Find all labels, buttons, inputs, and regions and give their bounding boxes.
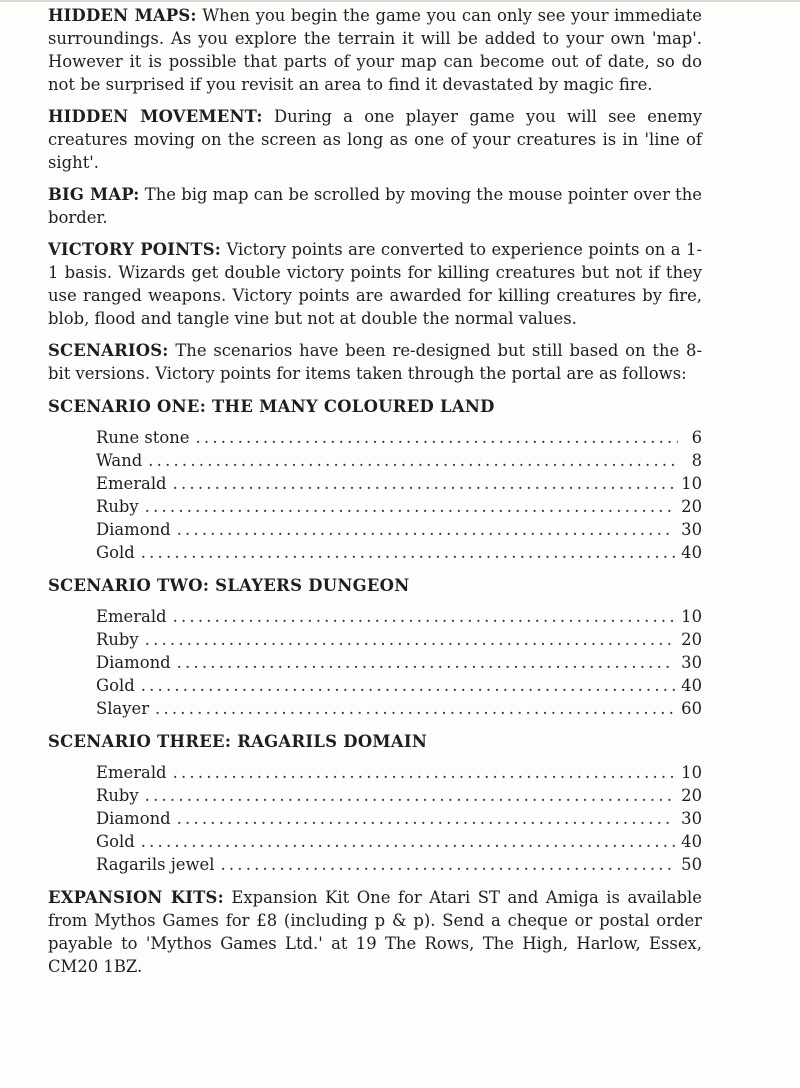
list-item — [96, 605, 702, 628]
victory-points-text: Victory points are converted to experience points on a 1-1 basis. Wizards get double victory points for killing creatures but not if they use ranged weapons. Victory points are awarded for killing creatures by fire, blob, flood and tangle vine but not at double the normal values. — [48, 240, 702, 328]
hidden-movement-paragraph — [48, 105, 702, 174]
scenario-three-title: SCENARIO THREE: RAGARILS DOMAIN — [48, 732, 428, 751]
list-item — [96, 651, 702, 674]
dot-leader — [173, 761, 676, 784]
item-name: Gold — [96, 676, 135, 695]
dot-leader — [141, 541, 675, 564]
item-name: Ruby — [96, 786, 139, 805]
dot-leader — [145, 628, 675, 651]
item-points: 30 — [681, 520, 702, 539]
dot-leader — [220, 853, 675, 876]
list-item — [96, 853, 702, 876]
scenario-two-title: SCENARIO TWO: SLAYERS DUNGEON — [48, 576, 410, 595]
scenarios-heading: SCENARIOS: — [48, 341, 169, 360]
dot-leader — [148, 449, 678, 472]
manual-page — [48, 4, 702, 987]
item-points: 20 — [681, 497, 702, 516]
item-name: Diamond — [96, 809, 171, 828]
list-item — [96, 784, 702, 807]
hidden-movement-heading: HIDDEN MOVEMENT: — [48, 107, 263, 126]
dot-leader — [177, 651, 676, 674]
item-name: Ruby — [96, 497, 139, 516]
dot-leader — [173, 472, 676, 495]
list-item — [96, 426, 702, 449]
list-item — [96, 761, 702, 784]
scenario-two-point-list — [96, 605, 702, 720]
list-item — [96, 628, 702, 651]
victory-points-paragraph — [48, 238, 702, 330]
item-points: 40 — [681, 832, 702, 851]
item-name: Slayer — [96, 699, 150, 718]
item-name: Emerald — [96, 763, 167, 782]
item-name: Rune stone — [96, 428, 190, 447]
item-points: 6 — [691, 428, 702, 447]
item-points: 40 — [681, 543, 702, 562]
list-item — [96, 518, 702, 541]
victory-points-heading: VICTORY POINTS: — [48, 240, 222, 259]
scenario-one-title: SCENARIO ONE: THE MANY COLOURED LAND — [48, 397, 495, 416]
big-map-heading: BIG MAP: — [48, 185, 140, 204]
item-points: 50 — [681, 855, 702, 874]
dot-leader — [141, 674, 675, 697]
list-item — [96, 541, 702, 564]
item-points: 10 — [681, 763, 702, 782]
item-points: 30 — [681, 653, 702, 672]
item-name: Wand — [96, 451, 143, 470]
item-name: Gold — [96, 832, 135, 851]
item-points: 10 — [681, 474, 702, 493]
big-map-paragraph — [48, 183, 702, 229]
hidden-maps-text: When you begin the game you can only see your immediate surroundings. As you explore the terrain it will be added to your own 'map'. However it is possible that parts of your map can become out of date, so do not be surprised if you revisit an area to find it devastated by magic fire. — [48, 6, 702, 94]
item-points: 40 — [681, 676, 702, 695]
item-points: 20 — [681, 630, 702, 649]
item-points: 10 — [681, 607, 702, 626]
dot-leader — [196, 426, 679, 449]
list-item — [96, 449, 702, 472]
item-name: Emerald — [96, 607, 167, 626]
dot-leader — [145, 784, 675, 807]
scenario-one-point-list — [96, 426, 702, 564]
expansion-kits-heading: EXPANSION KITS: — [48, 888, 224, 907]
item-name: Diamond — [96, 520, 171, 539]
dot-leader — [145, 495, 675, 518]
item-points: 60 — [681, 699, 702, 718]
hidden-movement-text: During a one player game you will see enemy creatures moving on the screen as long as one of your creatures is in 'line of sight'. — [48, 107, 702, 172]
item-points: 8 — [691, 451, 702, 470]
list-item — [96, 697, 702, 720]
item-name: Gold — [96, 543, 135, 562]
list-item — [96, 807, 702, 830]
hidden-maps-paragraph — [48, 4, 702, 96]
dot-leader — [141, 830, 675, 853]
dot-leader — [177, 807, 676, 830]
expansion-kits-text: Expansion Kit One for Atari ST and Amiga is available from Mythos Games for £8 (including p & p). Send a cheque or postal order payable to 'Mythos Games Ltd.' at 19 The Rows, The High, Harlow, Essex, CM20 1BZ. — [48, 888, 702, 976]
big-map-text: The big map can be scrolled by moving the mouse pointer over the border. — [48, 185, 702, 227]
item-points: 30 — [681, 809, 702, 828]
dot-leader — [173, 605, 676, 628]
item-name: Diamond — [96, 653, 171, 672]
page-top-edge — [0, 0, 800, 2]
item-points: 20 — [681, 786, 702, 805]
scenarios-text: The scenarios have been re-designed but still based on the 8-bit versions. Victory points for items taken through the portal are as follows: — [48, 341, 702, 383]
list-item — [96, 674, 702, 697]
dot-leader — [177, 518, 676, 541]
expansion-kits-paragraph — [48, 886, 702, 978]
list-item — [96, 495, 702, 518]
item-name: Emerald — [96, 474, 167, 493]
list-item — [96, 830, 702, 853]
scenario-three-point-list — [96, 761, 702, 876]
list-item — [96, 472, 702, 495]
dot-leader — [155, 697, 675, 720]
item-name: Ragarils jewel — [96, 855, 215, 874]
item-name: Ruby — [96, 630, 139, 649]
hidden-maps-heading: HIDDEN MAPS: — [48, 6, 197, 25]
scenarios-paragraph — [48, 339, 702, 385]
